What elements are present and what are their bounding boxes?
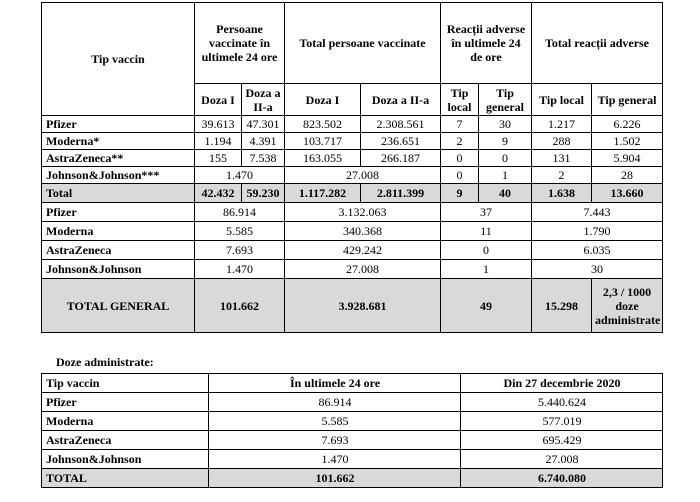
summary-row	[42, 203, 663, 222]
table-row	[42, 167, 663, 184]
cell: 155	[195, 150, 242, 167]
cell: 5.585	[209, 412, 461, 431]
cell: 1.470	[195, 260, 285, 279]
row-name: Moderna	[42, 412, 209, 431]
cell: 1.470	[195, 167, 285, 184]
cell: 86.914	[195, 203, 285, 222]
doses-table	[41, 373, 663, 488]
cell: 1.638	[532, 184, 592, 203]
row-name: Moderna*	[42, 133, 195, 150]
cell: 1.470	[209, 450, 461, 469]
cell: 340.368	[285, 222, 441, 241]
cell: 27.008	[285, 167, 441, 184]
cell: 0	[479, 150, 532, 167]
header-total-reactii: Total reacții adverse	[532, 3, 663, 84]
cell: 2	[532, 167, 592, 184]
table-row	[42, 450, 663, 469]
cell: 4.391	[242, 133, 285, 150]
cell: 1.217	[532, 116, 592, 133]
cell: 2.308.561	[361, 116, 441, 133]
header-tip-local: Tip local	[441, 84, 479, 116]
cell: 429.242	[285, 241, 441, 260]
cell: 6.740.080	[461, 469, 663, 488]
row-name: Johnson&Johnson	[42, 450, 209, 469]
summary-row	[42, 260, 663, 279]
table-row	[42, 116, 663, 133]
table-row	[42, 393, 663, 412]
cell: 15.298	[532, 279, 592, 333]
vaccination-report-table	[41, 2, 663, 333]
cell: 27.008	[461, 450, 663, 469]
cell: 28	[592, 167, 663, 184]
cell: 0	[441, 167, 479, 184]
cell: 2	[441, 133, 479, 150]
header-tip-general: Tip general	[479, 84, 532, 116]
doses-total-row	[42, 469, 663, 488]
table-row	[42, 150, 663, 167]
cell: 1	[479, 167, 532, 184]
table-row	[42, 412, 663, 431]
cell: 3.132.063	[285, 203, 441, 222]
cell: 37	[441, 203, 532, 222]
cell: 30	[479, 116, 532, 133]
cell: 7.693	[195, 241, 285, 260]
cell: 7	[441, 116, 479, 133]
cell: 103.717	[285, 133, 361, 150]
header-since: Din 27 decembrie 2020	[461, 374, 663, 393]
cell: 101.662	[209, 469, 461, 488]
cell: 1.117.282	[285, 184, 361, 203]
cell: 101.662	[195, 279, 285, 333]
row-name: Johnson&Johnson***	[42, 167, 195, 184]
header-doza2: Doza a II-a	[242, 84, 285, 116]
cell: 86.914	[209, 393, 461, 412]
table-row	[42, 133, 663, 150]
cell: 1	[441, 260, 532, 279]
cell: 695.429	[461, 431, 663, 450]
row-name: TOTAL GENERAL	[42, 279, 195, 333]
cell: 131	[532, 150, 592, 167]
cell: 40	[479, 184, 532, 203]
table-row	[42, 431, 663, 450]
summary-row	[42, 241, 663, 260]
cell: 42.432	[195, 184, 242, 203]
cell: 5.904	[592, 150, 663, 167]
header-doza2-total: Doza a II-a	[361, 84, 441, 116]
cell: 47.301	[242, 116, 285, 133]
row-name: AstraZeneca**	[42, 150, 195, 167]
cell: 11	[441, 222, 532, 241]
row-name: TOTAL	[42, 469, 209, 488]
cell: 6.226	[592, 116, 663, 133]
cell: 7.538	[242, 150, 285, 167]
cell: 1.194	[195, 133, 242, 150]
header-last24: În ultimele 24 ore	[209, 374, 461, 393]
cell: 288	[532, 133, 592, 150]
header-doza1: Doza I	[195, 84, 242, 116]
header-tip-vaccin: Tip vaccin	[42, 3, 195, 116]
row-name: Pfizer	[42, 393, 209, 412]
cell: 266.187	[361, 150, 441, 167]
cell: 9	[441, 184, 479, 203]
cell: 0	[441, 241, 532, 260]
cell: 7.693	[209, 431, 461, 450]
header-doza1-total: Doza I	[285, 84, 361, 116]
cell: 3.928.681	[285, 279, 441, 333]
cell: 2.811.399	[361, 184, 441, 203]
header-tip-general-total: Tip general	[592, 84, 663, 116]
cell: 49	[441, 279, 532, 333]
cell: 0	[441, 150, 479, 167]
cell: 5.440.624	[461, 393, 663, 412]
cell: 163.055	[285, 150, 361, 167]
cell: 6.035	[532, 241, 663, 260]
cell: 13.660	[592, 184, 663, 203]
header-tip: Tip vaccin	[42, 374, 209, 393]
cell: 7.443	[532, 203, 663, 222]
row-name: Pfizer	[42, 116, 195, 133]
doses-caption: Doze administrate:	[56, 355, 154, 369]
cell: 59.230	[242, 184, 285, 203]
summary-row	[42, 222, 663, 241]
cell: 577.019	[461, 412, 663, 431]
total-general-row	[42, 279, 663, 333]
header-total-persoane: Total persoane vaccinate	[285, 3, 441, 84]
header-persoane-24h: Persoane vaccinate în ultimele 24 ore	[195, 3, 285, 84]
header-reactii-24h: Reacții adverse în ultimele 24 de ore	[441, 3, 532, 84]
cell: 39.613	[195, 116, 242, 133]
row-name: Total	[42, 184, 195, 203]
row-name: AstraZeneca	[42, 241, 195, 260]
cell: 1.502	[592, 133, 663, 150]
row-name: Moderna	[42, 222, 195, 241]
row-name: Johnson&Johnson	[42, 260, 195, 279]
cell: 236.651	[361, 133, 441, 150]
cell: 30	[532, 260, 663, 279]
cell: 27.008	[285, 260, 441, 279]
cell: 9	[479, 133, 532, 150]
cell: 1.790	[532, 222, 663, 241]
total-row	[42, 184, 663, 203]
row-name: Pfizer	[42, 203, 195, 222]
rate-cell: 2,3 / 1000 doze administrate	[592, 279, 663, 333]
header-tip-local-total: Tip local	[532, 84, 592, 116]
doses-header-row	[42, 374, 663, 393]
cell: 823.502	[285, 116, 361, 133]
cell: 5.585	[195, 222, 285, 241]
row-name: AstraZeneca	[42, 431, 209, 450]
